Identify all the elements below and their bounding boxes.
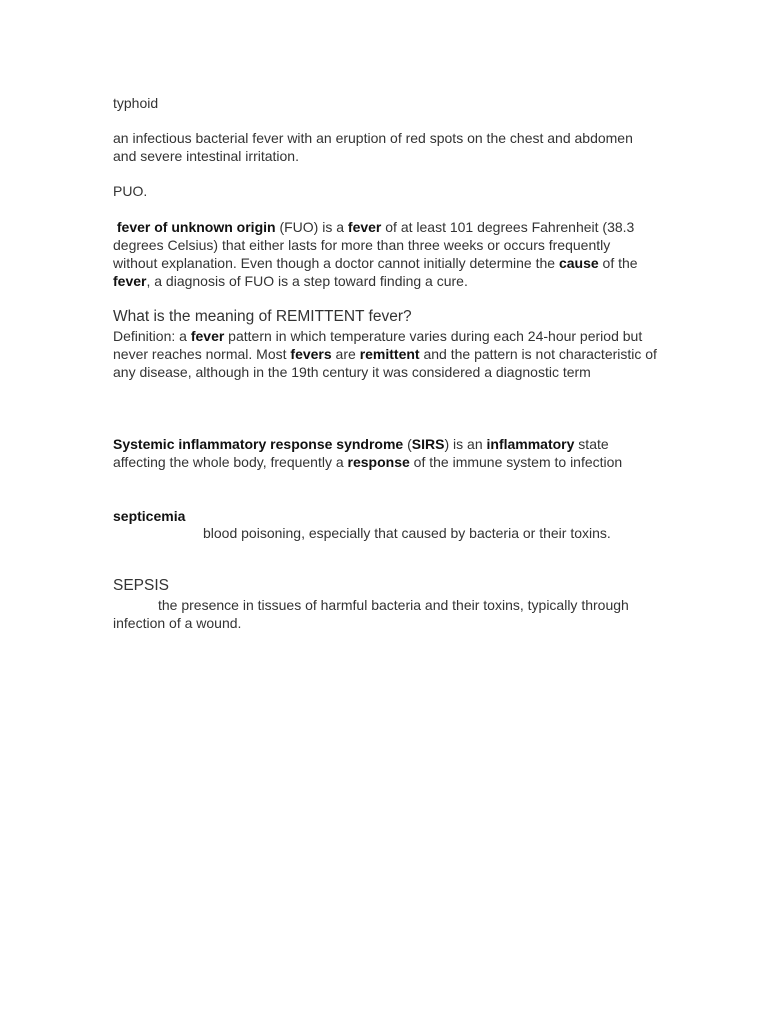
remittent-definition: [113, 327, 661, 381]
septicemia-definition: blood poisoning, especially that caused by bacteria or their toxins.: [203, 525, 611, 541]
sepsis-term: SEPSIS: [113, 577, 169, 594]
remittent-question: What is the meaning of REMITTENT fever?: [113, 308, 412, 325]
bold-term: remittent: [359, 346, 420, 362]
text-run: of at least 101 degrees Fahrenheit (38.3 degrees Celsius) that either lasts for more than three weeks or occurs frequently without explanation. Even though a doctor cannot initially determine the: [113, 219, 639, 271]
bold-term: cause: [558, 255, 599, 271]
text-run: (: [403, 436, 412, 452]
text-run: of the immune system to infection: [409, 454, 623, 470]
typhoid-term: typhoid: [113, 95, 159, 111]
bold-term: fever: [347, 219, 382, 235]
bold-term: inflammatory: [486, 436, 575, 452]
bold-term: response: [347, 454, 410, 470]
text-run: Definition: a: [113, 328, 191, 344]
text-run: pattern in which temperature varies during each 24-hour period but never reaches normal. Most: [113, 328, 647, 362]
bold-term: Systemic inflammatory response syndrome: [113, 436, 404, 452]
text-run: ) is an: [444, 436, 487, 452]
text-run: of the: [598, 255, 642, 271]
text-run: and the pattern is not characteristic of any disease, although in the 19th century it was considered a diagnostic term: [113, 346, 661, 380]
septicemia-term: [113, 507, 658, 525]
bold-term: fever of unknown origin: [116, 219, 276, 235]
text-run: state affecting the whole body, frequently a: [113, 436, 613, 470]
sirs-definition: [113, 435, 658, 471]
text-run: (FUO) is a: [275, 219, 348, 235]
bold-term: SIRS: [411, 436, 445, 452]
bold-term: fever: [113, 273, 147, 289]
puo-definition: [113, 218, 658, 290]
puo-term: PUO.: [113, 183, 148, 199]
bold-term: fevers: [290, 346, 332, 362]
typhoid-definition: an infectious bacterial fever with an eruption of red spots on the chest and abdomen and severe intestinal irritation.: [113, 130, 637, 164]
bold-term: fever: [190, 328, 225, 344]
septicemia-term-text: septicemia: [113, 508, 186, 524]
text-run: are: [331, 346, 360, 362]
text-run: , a diagnosis of FUO is a step toward finding a cure.: [146, 273, 468, 289]
sepsis-definition: the presence in tissues of harmful bacteria and their toxins, typically through infection of a wound.: [113, 597, 633, 631]
